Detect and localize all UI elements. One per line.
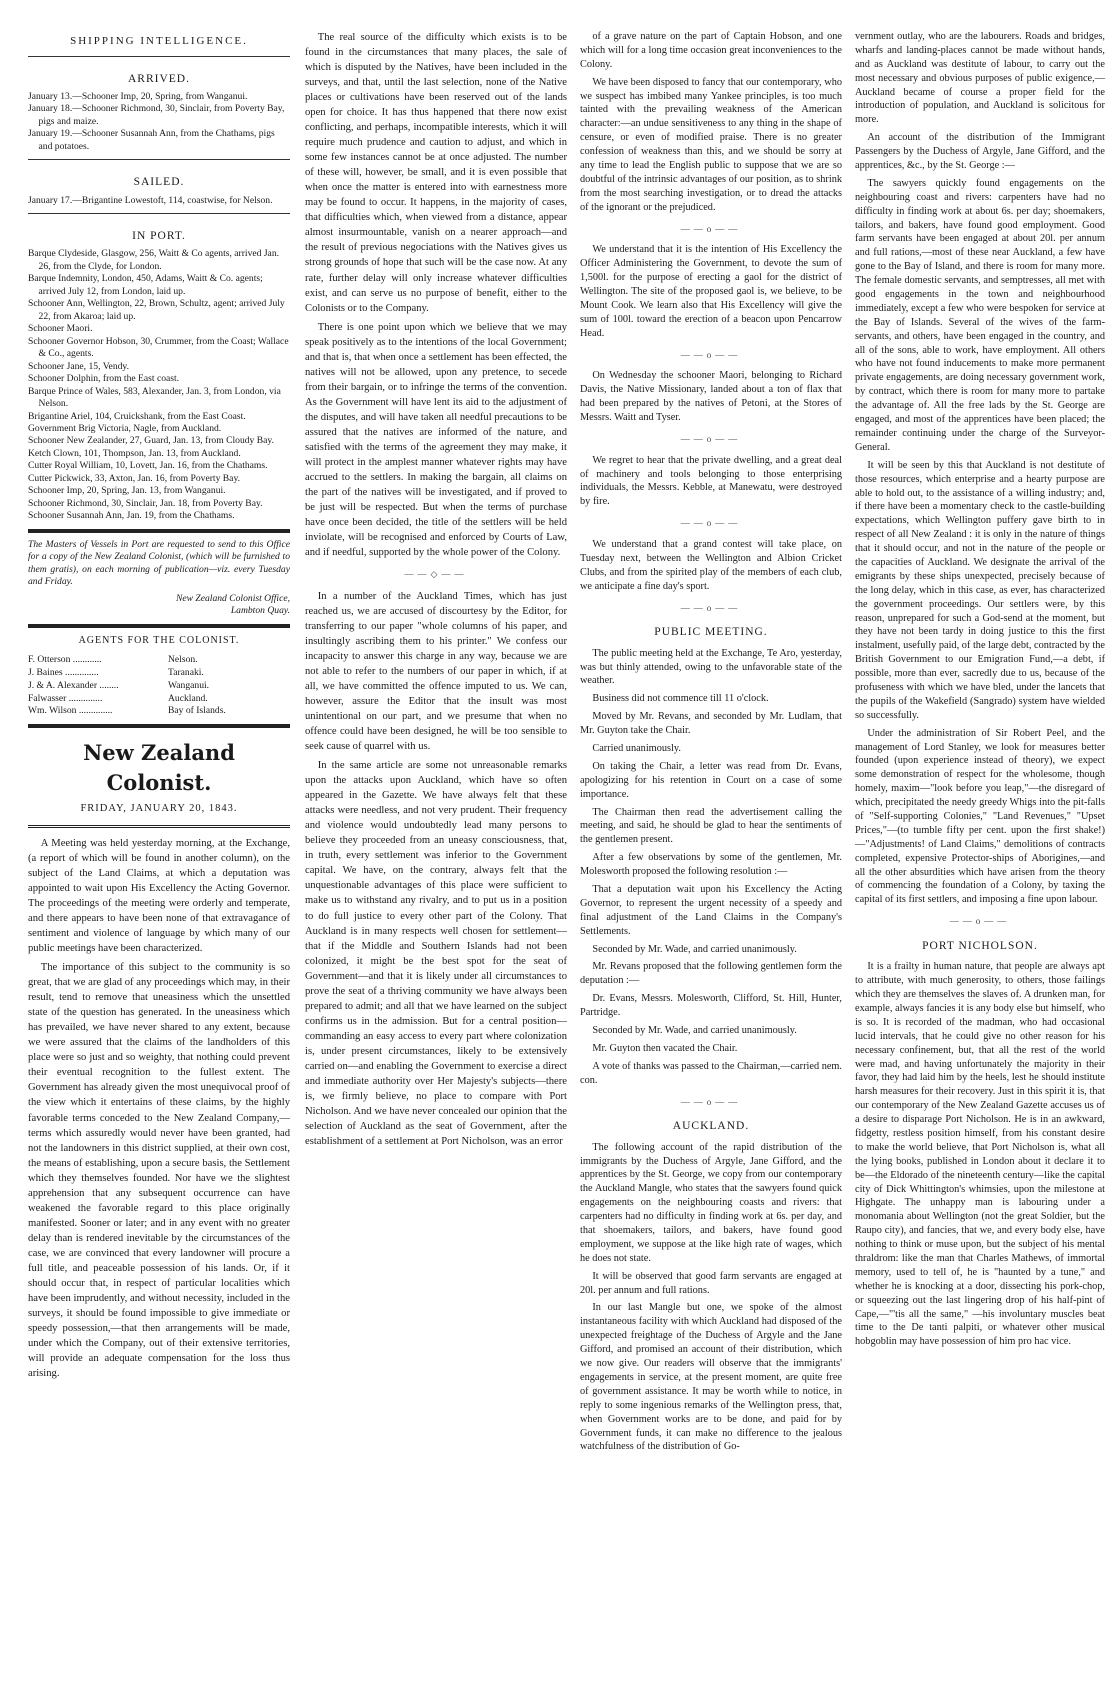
public-meeting-title: PUBLIC MEETING.: [654, 626, 768, 639]
article-paragraph: In a number of the Auckland Times, which has just reached us, we are accused of discourtesy by the Editor, for transferring to our paper "whole columns of his paper, and insultingly ascribing them to his printer." We confess our incapacity to answer this charge in any way, because we are not able to refer to the numbers of our paper in which, if at all, we have committed the offence imputed to us. We can, however, assure the Editor that the insult was most unintentional on our part, and we presume that when no offence could have been designed, he will be too sensible to seek cause of quarrel with us.: [305, 590, 567, 753]
article-paragraph: On Wednesday the schooner Maori, belonging to Richard Davis, the Native Missionary, landed about a ton of flax that had been prepared by the natives of Petoni, at the Stores of Messrs. Waitt and Tyser.: [580, 370, 842, 424]
article-paragraph: There is one point upon which we believe that we may speak positively as to the intentions of the local Government; and that is, that when once a settlement has been effected, the natives will not be allowed, upon any pretence, to secede from their bargain, or to infringe the terms of the convention. As the Government will have lent its aid to the adjustment of the disputes, and will have taken all needful precautions to be assured that the natives are informed of the nature, and satisfied with the terms of the agreement they may make, it will protect in the amplest manner whatever rights may have accrued to the settlers. In making the bargain, all claims on the part of the natives will be investigated, and if proved to be just will be respected. But when the terms of purchase have once been decided, the title of the settlers will be held inviolate, will be recognised and enforced by Courts of Law, and if needful, supported by the whole power of the Colony.: [305, 321, 567, 559]
office-line: New Zealand Colonist Office,: [175, 592, 290, 604]
ornament-divider: ——o——: [680, 602, 742, 613]
agent-row: [28, 680, 290, 693]
meeting-paragraph: Mr. Revans proposed that the following gentlemen form the deputation :—: [580, 961, 842, 987]
agent-row: [28, 693, 290, 706]
agent-name: Falwasser ..............: [28, 692, 103, 704]
ornament-divider: ——o——: [680, 223, 742, 234]
auckland-paragraph: It will be observed that good farm servants are engaged at 20l. per annum and full rations.: [580, 1270, 842, 1296]
inport-entry: Schooner Governor Hobson, 30, Crummer, from the Coast; Wallace & Co., agents.: [28, 335, 289, 360]
article-paragraph: The real source of the difficulty which exists is to be found in the circumstances that many places, the sale of which is disputed by the Natives, have been included in the surveys, and that, until the last selection, none of the Native places or cultivations have been reserved out of the lands open for choice. It has thus happened that there now exist conflicting, and perhaps, incompatible interests, which it will require much prudence and caution to adjust, and which in some few instances cannot be at once adjusted. The number of these will, however, be small, and it is even possible that when once the matter is entered into with earnestness more may be found to occur. It happens, in the majority of cases, that difficulties which, when viewed from a distance, appear almost insurmountable, vanish on a nearer approach—and the result of previous negociations with the Natives gives us strong grounds of hope that such will be the case now. At any rate, further delay will only increase whatever difficulties exist, and can serve us no purpose of benefit, either to the Colonists or to the Company.: [305, 32, 567, 314]
agent-row: [28, 654, 290, 667]
masthead: New Zealand Colonist.: [83, 740, 235, 796]
agent-place: Nelson.: [168, 653, 198, 665]
inport-entry: Ketch Clown, 101, Thompson, Jan. 13, from Auckland.: [28, 447, 241, 459]
shipping-heading: SHIPPING INTELLIGENCE.: [70, 35, 248, 47]
inport-entry: Schooner Susannah Ann, Jan. 19, from the Chathams.: [28, 510, 235, 522]
port-nicholson-paragraph: It is a frailty in human nature, that people are always apt to attribute, with much generosity, to others, those failings which they are themselves the slaves of. A drunken man, for example, always fancies it is any body else but himself, who is so. It is recorded of the madman, who had occasional lucid intervals, that he could give no other reason for his necessary confinement, but, that all the rest of the world were mad, and having unfortunately the majority in their favor, they had laid him by the heels, lest he should institute harsh measures for their recovery. Just in this spirit it is, that our contemporary of the New Zealand Gazette accuses us of a desire to disparage Port Nicholson. He is in an awkward, fidgetty, restless position himself, from his constant desire to make the world believe, that Port Nicholson is, what all the lying books, published in London about it declare it to be—the Eldorado of the nineteenth century—like the capital city of Dick Whittington's whimsies, upon the milestone at Highgate. The unhappy man is labouring under a monomania about Wellington (not the great Soldier, but the Raupo city), and fancies, that we, and every body else, have nothing to think or muse upon, but the subject of his mental thraldrom: like the man that Charles Mathews, of immortal memory, used to tell of, he is "haunted by a tune," and whether he is knocking at a door, dissecting his pork-chop, or squeezing out the last lingering drop of his half-pint of Cape,—"'tis all the same," —his involuntary muscles beat time to the De tanti palpiti, or whatever other musical hobgoblin may have possession of him pro hac vice.: [855, 961, 1105, 1348]
article-paragraph: We understand that it is the intention of His Excellency the Officer Administering the Government, to devote the sum of 1,500l. for the purpose of erecting a gaol for the district of Wellington. The site of the proposed gaol is, we believe, to be Mount Cook. We learn also that His Excellency will give the sum of 100l. toward the erection of a beacon upon Pencarrow Head.: [580, 244, 842, 339]
inport-entry: Schooner Richmond, 30, Sinclair, Jan. 18, from Poverty Bay.: [28, 497, 263, 509]
article-paragraph: The importance of this subject to the community is so great, that we are glad of any proceedings which may, in their result, tend to remove that uneasiness which the unsettled state of the question has generated. In the uneasiness which has prevailed, we have never shared to any extent, because we were assured that the claims of the landholders of this place were so just and so weighty, that nothing could prevent their eventual recognition to the fullest extent. The Government has already given the most unequivocal proof of the view which it entertains of these claims, by the highly favorable terms conceded to the New Zealand Company,—terms which assuredly would never have been granted, had not the landowners in this district supplied, at their own cost, the means of establishing, upon a secure basis, the Settlement which they themselves founded. Nor have we the slightest apprehension that any subsequent occurrence can have weakened the favorable regard to this place originally manifested. Sooner or later; and in any event with no greater delay than is rendered inevitable by the circumstances of the case, we are convinced that every landowner will procure a full title, and peaceable possession of his lands. Or, if it should occur that, in respect of particular localities which have been imprudently, and without necessity, included in the surveys, it should be found impossible to give immediate or speedy possession,—that then arrangements will be made, under which the Company, out of their extensive territories, will provide an adequate compensation for the loss thus arising.: [28, 962, 290, 1380]
ornament-divider: ——o——: [949, 916, 1011, 927]
port-nicholson-title: PORT NICHOLSON.: [922, 939, 1038, 952]
meeting-paragraph: Seconded by Mr. Wade, and carried unanimously.: [592, 1025, 797, 1037]
ornament-divider: ——o——: [680, 433, 742, 444]
article-paragraph: An account of the distribution of the Immigrant Passengers by the Duchess of Argyle, Jane Gifford, and the apprentices, &c., by the St. George :—: [855, 132, 1105, 172]
auckland-paragraph: In our last Mangle but one, we spoke of the almost instantaneous facility with which Auckland had disposed of the unexpected freightage of the Duchess of Argyle and the Jane Gifford, and promised an account of their distribution, which we now give. Our readers will observe that the immigrants' engagements in service, at the present moment, are quite free of government assistance. It may be worth while to notice, in reply to some ingenious remarks of the Wellington press, that, when Government works are to be done, and paid for by Government funds, it can make no difference to the jealous watchfulness of the distribution of Go-: [580, 1302, 842, 1453]
inport-entry: Schooner Dolphin, from the East coast.: [28, 373, 180, 385]
arrived-title: ARRIVED.: [128, 72, 190, 85]
auckland-paragraph: The following account of the rapid distribution of the immigrants by the Duchess of Argyle, Jane Gifford, and the apprentices by the St. George, we copy from our contemporary the Auckland Mangle, who states that the sawyers found quick engagements on the neighbouring coasts and rivers: that carpenters had no difficulty in finding work at 6s. per day, and that shoemakers, tailors, and bakers, have found good employment, we suppose at the like high rate of wages, which he does not state.: [580, 1141, 842, 1264]
sailed-title: SAILED.: [133, 176, 185, 189]
arrived-entry: January 13.—Schooner Imp, 20, Spring, from Wanganui.: [28, 90, 248, 102]
article-paragraph: We understand that a grand contest will take place, on Tuesday next, between the Wellington and Albion Cricket Clubs, and from the spirited play of the members of each club, we anticipate a fine day's sport.: [580, 539, 842, 592]
inport-entry: Barque Prince of Wales, 583, Alexander, Jan. 3, from London, via Nelson.: [28, 385, 281, 410]
agent-place: Wanganui.: [168, 679, 210, 691]
agent-name: F. Otterson ............: [28, 653, 102, 665]
article-paragraph: We have been disposed to fancy that our contemporary, who we suspect has imbibed many Yankee principles, is too much tainted with the prevailing weakness of the American character:—an undue sensitiveness to any thing in the shape of censure, or even of modified praise. There is no greater confession of weakness than this, and we should be sorry at any time to lead the English public to suppose that we are so doubtful of the intrinsic advantages of our position, as to shrink from the most searching investigation, or to dread the attacks of the ignorant or the prejudiced.: [580, 76, 842, 213]
column-2: [305, 30, 567, 1153]
agent-place: Auckland.: [168, 692, 208, 704]
column-1: [28, 30, 290, 1385]
inport-entry: Cutter Pickwick, 33, Axton, Jan. 16, from Poverty Bay.: [28, 472, 241, 484]
agent-name: J. & A. Alexander ........: [28, 679, 119, 691]
ornament-divider: ——◇——: [404, 569, 468, 580]
meeting-paragraph: On taking the Chair, a letter was read from Dr. Evans, apologizing for his retention in Court on a case of some importance.: [580, 760, 842, 800]
meeting-paragraph: Seconded by Mr. Wade, and carried unanimously.: [592, 943, 797, 955]
meeting-paragraph: Business did not commence till 11 o'clock.: [592, 693, 769, 705]
article-paragraph: In the same article are some not unreasonable remarks upon the attacks upon Auckland, which have so often appeared in the Gazette. We have always felt that these attacks were needless, and not very prudent. Their frequency and violence would undoubtedly lead many persons to believe they proceeded from an uneasy consciousness, that, in truth, every settlement was inferior to the Government capital. We have, on the contrary, always felt that the unquestionable advantages of this place were sufficient to make us to withstand any rivalry, and to put us in a position to do full justice to every other part of the Colony. That Auckland is in many respects well chosen for settlement—that if the Middle and Southern Islands had not been colonized, it might be the best spot for the seat of Government—and that it is likely under all circumstances to prove the seat of a thriving community we have always been prepared to admit; and all that we have learned on the subject confirms us in the admission. But for a central position—commanding an easy access to every part where colonization is, under present circumstances, likely to be extensively carried on—and enabling the Government to exercise a direct and immediate authority over Her Majesty's subjects—there is, we firmly believe, no place to compare with Port Nicholson. And we have never concealed our opinion that the selection of Auckland as the seat of Government, after the establishment of a settlement at Port Nicholson, was an error: [305, 760, 567, 1147]
inport-entry: Schooner New Zealander, 27, Guard, Jan. 13, from Cloudy Bay.: [28, 435, 274, 447]
meeting-paragraph: Carried unanimously.: [592, 743, 681, 754]
agent-name: J. Baines ..............: [28, 666, 99, 678]
meeting-paragraph: The public meeting held at the Exchange, Te Aro, yesterday, was but thinly attended, owing to the unfavorable state of the weather.: [580, 647, 842, 687]
inport-entry: Schooner Maori.: [28, 323, 93, 335]
dateline: FRIDAY, JANUARY 20, 1843.: [80, 803, 238, 815]
agent-row: [28, 705, 290, 718]
article-paragraph: The sawyers quickly found engagements on the neighbouring coast and rivers: carpenters have had no difficulty in finding work at about 6s. per day; shoemakers, tailors, and bakers, have found good employment. Good farm servants have been engaged at about 20l. per annum and full rations,—most of these near Auckland, a few have gone to the Bay of Island, and there is room for many more. The female domestic servants, and semptresses, all met with good engagements in the town and neighbourhood immediately, except a few who were bespoken for service at the Bay of Islands. Several of the wives of the farm-servants, and others, have been engaged in the country, and all of the sons, able to work, have employment. All others who have not found inducements to make more permanent private engagements, are doing necessary government work, by contract, which there is room for many more to partake the advantage of. All the free lads by the St. George are engaged, and most of the apprentices have been placed; the remainder continuing under the charge of the Surveyor-General.: [855, 177, 1105, 453]
auckland-title: AUCKLAND.: [672, 1120, 750, 1133]
article-paragraph: vernment outlay, who are the labourers. Roads and bridges, wharfs and landing-places cannot be made without hands, and as Auckland was destitute of labour, to carry out the most necessary and obvious purposes of public exigence,—Auckland became of course a proper field for the introduction of population, and Auckland is solicitous for more.: [855, 31, 1105, 126]
agent-name: Wm. Wilson ..............: [28, 705, 113, 717]
agents-title: AGENTS FOR THE COLONIST.: [78, 634, 240, 646]
ornament-divider: ——o——: [680, 518, 742, 529]
agent-row: [28, 667, 290, 680]
agents-list: [28, 654, 290, 719]
ornament-divider: ——o——: [680, 1096, 742, 1107]
article-paragraph: A Meeting was held yesterday morning, at the Exchange, (a report of which will be found in another column), on the subject of the Land Claims, at which a deputation was appointed to wait upon His Excellency the Acting Governor. The proceedings of the meeting were orderly and temperate, and there appears to have been none of that extravagance of sentiment and violence of language by which many of our public meetings have been characterized.: [28, 837, 290, 955]
column-4: [855, 30, 1105, 1353]
agent-place: Bay of Islands.: [168, 705, 226, 717]
inport-entry: Schooner Imp, 20, Spring, Jan. 13, from Wanganui.: [28, 485, 226, 497]
inport-entry: Brigantine Ariel, 104, Cruickshank, from the East Coast.: [28, 410, 246, 422]
article-paragraph: Under the administration of Sir Robert Peel, and the management of Lord Stanley, we look for measures better founded (upon experience instead of theory), we expect some demonstration of respect for the wholesome, though homely, maxim—"look before you leap,"—the disregard of which, precipitated the needy greedy Whigs into the pit-falls of "Self-supporting Colonies," "Land Revenues," "Upset Prices,"—(to tumble fifty per cent. upon the first shake!)—"Adjustments! of Land Claims," demolitions of contracts completed, expensive Protector-ships of Aborigines,—and all the other absurdities which have arisen from the theory of commencing the foundation of a Colony, by taxing the capital of its first settlers, and imposing a fine upon labour.: [855, 727, 1105, 906]
meeting-paragraph: Dr. Evans, Messrs. Molesworth, Clifford, St. Hill, Hunter, Partridge.: [580, 993, 842, 1019]
meeting-paragraph: Moved by Mr. Revans, and seconded by Mr. Ludlam, that Mr. Guyton take the Chair.: [580, 711, 842, 737]
inport-entry: Government Brig Victoria, Nagle, from Auckland.: [28, 422, 222, 434]
meeting-paragraph: The Chairman then read the advertisement calling the meeting, and said, he should be glad to hear the sentiments of the gentlemen present.: [580, 806, 842, 846]
meeting-paragraph: Mr. Guyton then vacated the Chair.: [592, 1042, 738, 1054]
article-paragraph: It will be seen by this that Auckland is not destitute of those resources, which enterprise and a hearty purpose are able to hold out, to the assistance of a willing industry; and, if there have been a momentary check to the castle-building expectations, which Wellington puffery gave birth to in respect of all New Zealand : it is only in the nature of things that it should occur, and not in the nature of the people or the capacities of Auckland. We designate the arrival of the emigrants by these ships unexpected, precisely because of the long delay, which in this case, as ever, has characterized the government proceedings. Our settlers were, by this reason, unprepared for such a God-send at the moment, but they have not been tardy in doing justice to this the first instalment, usefully paid, of the large debt, contracted by the British Government to our Emigration Fund,—a debt, if possible, more than ever, sacredly due to us, because of the profuseness with which we have bled, under the lancets that the pupils of the Wakefield (Sangrado) system have wielded so successfully.: [855, 459, 1105, 721]
article-paragraph: of a grave nature on the part of Captain Hobson, and one which will for a long time occasion great inconveniences to the Colony.: [580, 31, 842, 70]
meeting-paragraph: A vote of thanks was passed to the Chairman,—carried nem. con.: [580, 1060, 842, 1086]
article-paragraph: We regret to hear that the private dwelling, and a great deal of machinery and tools belonging to those enterprising individuals, the Messrs. Kebble, at Manewatu, were destroyed by fire.: [580, 454, 842, 508]
inport-entry: Barque Indemnity, London, 450, Adams, Waitt & Co. agents; arrived July 12, from London, laid up.: [28, 273, 263, 297]
sailed-entry: January 17.—Brigantine Lowestoft, 114, coastwise, for Nelson.: [28, 194, 273, 206]
ornament-divider: ——o——: [680, 349, 742, 360]
inport-entry: Cutter Royal William, 10, Lovett, Jan. 16, from the Chathams.: [28, 460, 268, 472]
arrived-entry: January 19.—Schooner Susannah Ann, from the Chathams, pigs and potatoes.: [28, 128, 275, 152]
inport-entry: Schooner Ann, Wellington, 22, Brown, Schultz, agent; arrived July 22, from Akaroa; laid up.: [28, 298, 285, 322]
masters-notice: The Masters of Vessels in Port are requested to send to this Office for a copy of the New Zealand Colonist, (which will be furnished to them gratis), on each morning of publication—viz. every Tuesday and Friday.: [28, 538, 290, 588]
agent-place: Taranaki.: [168, 666, 204, 678]
inport-title: IN PORT.: [132, 230, 186, 243]
office-line: Lambton Quay.: [230, 605, 290, 617]
meeting-paragraph: That a deputation wait upon his Excellency the Acting Governor, to represent the urgent necessity of a speedy and final adjustment of the Land Claims in the Company's Settlements.: [580, 884, 842, 937]
meeting-paragraph: After a few observations by some of the gentlemen, Mr. Molesworth proposed the following resolution :—: [580, 852, 842, 878]
inport-entry: Barque Clydeside, Glasgow, 256, Waitt & Co agents, arrived Jan. 26, from the Clyde, for London.: [28, 248, 280, 272]
arrived-entry: January 18.—Schooner Richmond, 30, Sinclair, from Poverty Bay, pigs and maize.: [28, 103, 285, 127]
inport-entry: Schooner Jane, 15, Vendy.: [28, 360, 129, 372]
column-3: [580, 30, 842, 1458]
